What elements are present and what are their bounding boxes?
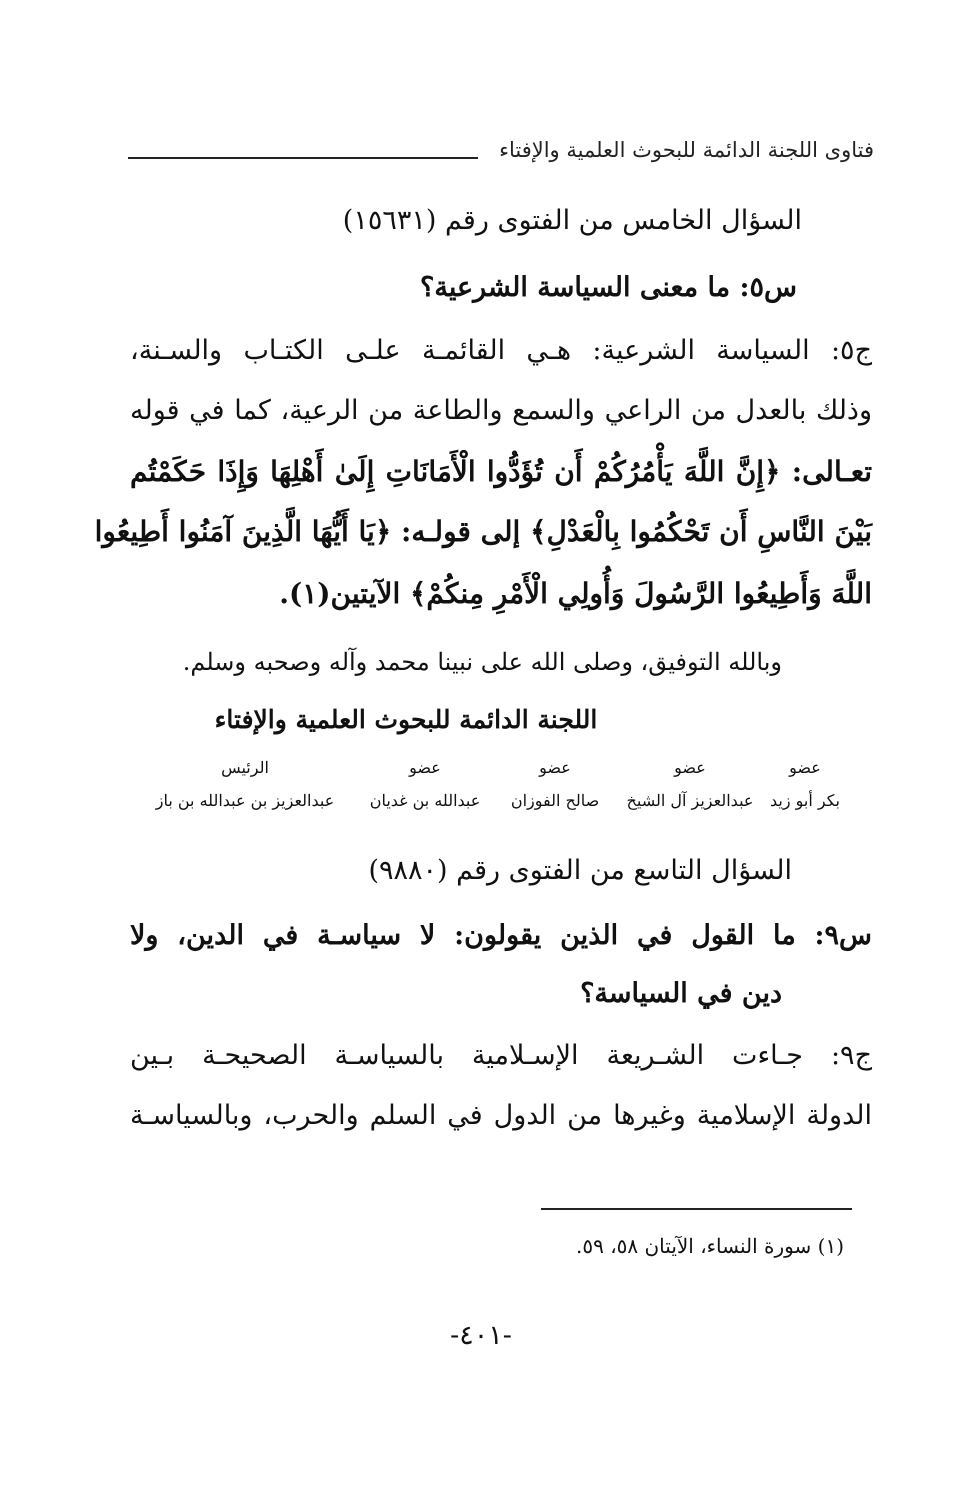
fatwa-5-heading: السؤال الخامس من الفتوى رقم (١٥٦٣١) <box>342 205 802 236</box>
fatwa-5-question: س٥: ما معنى السياسة الشرعية؟ <box>420 272 797 303</box>
fatwa-5-answer-line-4: بَيْنَ النَّاسِ أَن تَحْكُمُوا بِالْعَدْلِ﴾ إلى قولـه: ﴿يَا أَيُّهَا الَّذِينَ آمَنُوا أَطِيعُوا <box>94 515 872 548</box>
fatwa-5-closing: وبالله التوفيق، وصلى الله على نبينا محمد وآله وصحبه وسلم. <box>182 648 782 676</box>
fatwa-9-answer-line-1: ج٩: جـاءت الشـريعة الإسـلامية بالسياسـة الصحيحـة بـين <box>130 1040 872 1071</box>
footnote-rule <box>541 1208 852 1210</box>
committee-member <box>770 758 840 810</box>
fatwa-5-answer-line-1: ج٥: السياسة الشرعية: هـي القائمـة علـى الكتـاب والسـنة، <box>130 335 872 366</box>
member-role: الرئيس <box>221 758 269 777</box>
committee-member <box>140 758 350 810</box>
member-role: عضو <box>674 758 706 777</box>
fatwa-9-answer-line-2: الدولة الإسلامية وغيرها من الدول في السلم والحرب، وبالسياسـة <box>130 1100 872 1131</box>
fatwa-5-answer-line-5: اللَّهَ وَأَطِيعُوا الرَّسُولَ وَأُولِي الْأَمْرِ مِنكُمْ﴾ الآيتين(١). <box>279 577 872 610</box>
member-name: عبدالعزيز بن عبدالله بن باز <box>155 791 335 810</box>
member-name: صالح الفوزان <box>510 791 600 810</box>
member-name: عبدالعزيز آل الشيخ <box>626 791 754 810</box>
member-role: عضو <box>539 758 571 777</box>
committee-member <box>500 758 610 810</box>
fatwa-9-question-line-2: دين في السياسة؟ <box>580 978 782 1009</box>
footnote: (١) سورة النساء، الآيتان ٥٨، ٥٩. <box>576 1234 844 1258</box>
member-name: بكر أبو زيد <box>769 791 840 810</box>
fatwa-5-answer-line-2: وذلك بالعدل من الراعي والسمع والطاعة من الرعية، كما في قوله <box>130 395 872 426</box>
fatwa-5-answer-line-3: تعـالى: ﴿إِنَّ اللَّهَ يَأْمُرُكُمْ أَن تُؤَدُّوا الْأَمَانَاتِ إِلَىٰ أَهْلِهَا وَإِذَا حَكَمْتُم <box>130 455 872 488</box>
header-rule <box>128 157 478 159</box>
committee-title: اللجنة الدائمة للبحوث العلمية والإفتاء <box>214 705 598 734</box>
committee-member <box>615 758 765 810</box>
fatwa-9-question-line-1: س٩: ما القول في الذين يقولون: لا سياسـة في الدين، ولا <box>130 920 872 951</box>
running-header: فتاوى اللجنة الدائمة للبحوث العلمية والإفتاء <box>499 138 874 162</box>
member-role: عضو <box>789 758 821 777</box>
member-name: عبدالله بن غديان <box>369 791 481 810</box>
fatwa-9-heading: السؤال التاسع من الفتوى رقم (٩٨٨٠) <box>368 855 792 886</box>
committee-member <box>355 758 495 810</box>
member-role: عضو <box>409 758 441 777</box>
page-number: -٤٠١- <box>450 1320 512 1351</box>
